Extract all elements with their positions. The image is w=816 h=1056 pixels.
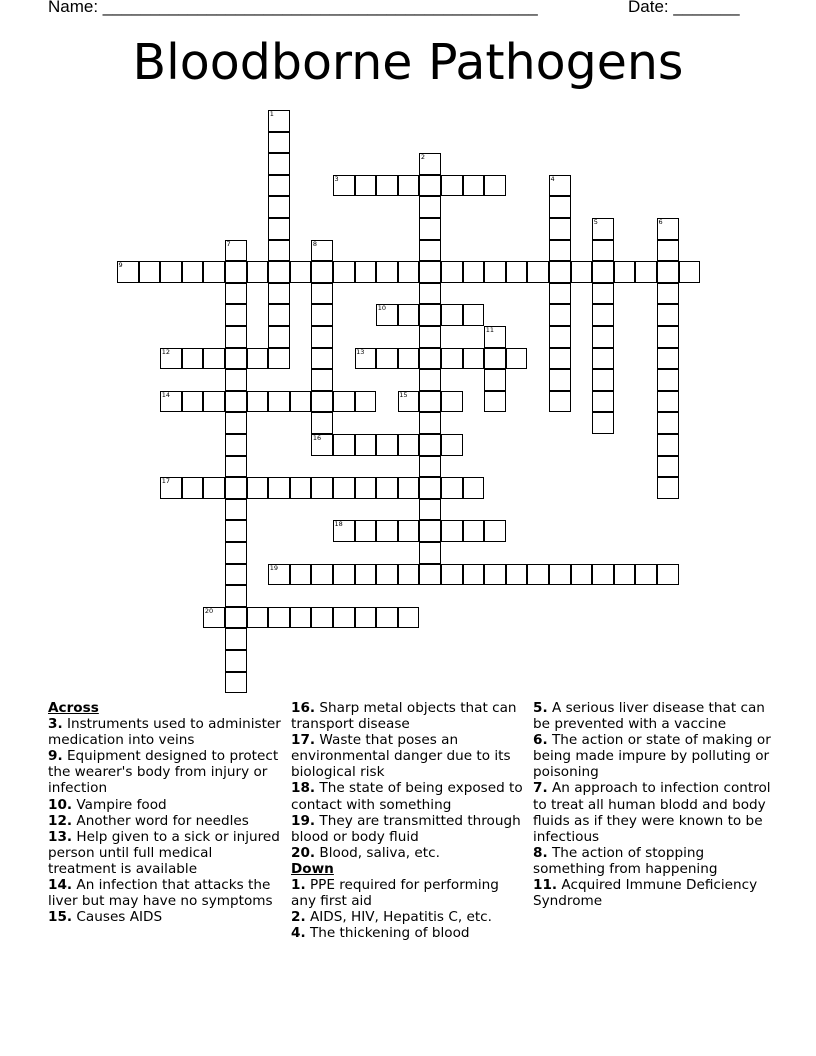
crossword-cell[interactable]	[398, 520, 420, 542]
clue-down-5	[533, 700, 773, 732]
crossword-cell[interactable]	[225, 412, 247, 434]
crossword-cell[interactable]	[203, 391, 225, 413]
crossword-cell[interactable]	[355, 434, 377, 456]
crossword-cell[interactable]	[398, 477, 420, 499]
clue-text: Equipment designed to protect the wearer's body from injury or infection	[48, 748, 279, 797]
crossword-cell[interactable]	[182, 261, 204, 283]
crossword-cell[interactable]	[635, 261, 657, 283]
crossword-cell[interactable]	[268, 391, 290, 413]
crossword-cell[interactable]	[268, 218, 290, 240]
clue-number: 13.	[48, 828, 73, 845]
crossword-cell[interactable]	[549, 564, 571, 586]
crossword-cell[interactable]	[463, 564, 485, 586]
crossword-cell[interactable]	[592, 369, 614, 391]
clue-down-2	[291, 909, 527, 925]
clue-across-15	[48, 909, 284, 925]
crossword-cell[interactable]	[463, 520, 485, 542]
crossword-cell[interactable]	[182, 477, 204, 499]
clue-text: Waste that poses an environmental danger due to its biological risk	[291, 732, 511, 781]
crossword-cell[interactable]	[419, 477, 441, 499]
crossword-cell[interactable]	[419, 304, 441, 326]
crossword-cell[interactable]	[592, 564, 614, 586]
crossword-cell[interactable]	[376, 434, 398, 456]
clue-number-label: 2	[420, 153, 426, 162]
crossword-cell[interactable]	[506, 261, 528, 283]
crossword-cell[interactable]	[247, 348, 269, 370]
crossword-cell[interactable]	[203, 477, 225, 499]
crossword-cell[interactable]	[139, 261, 161, 283]
crossword-cell[interactable]	[355, 564, 377, 586]
down-heading: Down	[291, 860, 334, 877]
crossword-cell[interactable]	[657, 369, 679, 391]
crossword-cell[interactable]	[268, 196, 290, 218]
crossword-cell[interactable]	[463, 175, 485, 197]
clue-number: 12.	[48, 812, 73, 829]
crossword-cell[interactable]	[549, 304, 571, 326]
clue-across-19	[291, 813, 527, 845]
crossword-cell[interactable]	[225, 564, 247, 586]
clue-number: 6.	[533, 732, 548, 749]
crossword-cell[interactable]	[419, 542, 441, 564]
crossword-cell[interactable]	[657, 240, 679, 262]
crossword-cell[interactable]	[333, 607, 355, 629]
crossword-cell[interactable]	[225, 477, 247, 499]
crossword-cell[interactable]	[657, 412, 679, 434]
crossword-cell[interactable]	[398, 564, 420, 586]
crossword-cell[interactable]	[441, 348, 463, 370]
crossword-cell[interactable]	[311, 477, 333, 499]
clue-text: Another word for needles	[76, 812, 249, 829]
crossword-cell[interactable]	[311, 283, 333, 305]
crossword-cell[interactable]	[549, 391, 571, 413]
crossword-cell[interactable]	[657, 348, 679, 370]
crossword-cell[interactable]	[419, 412, 441, 434]
crossword-cell[interactable]	[463, 261, 485, 283]
crossword-cell[interactable]	[484, 520, 506, 542]
crossword-cell[interactable]	[441, 175, 463, 197]
crossword-cell[interactable]	[657, 283, 679, 305]
crossword-cell[interactable]	[225, 348, 247, 370]
crossword-cell[interactable]	[441, 304, 463, 326]
crossword-cell[interactable]	[311, 391, 333, 413]
crossword-cell[interactable]	[592, 348, 614, 370]
crossword-cell[interactable]	[311, 261, 333, 283]
crossword-cell[interactable]	[268, 240, 290, 262]
crossword-cell[interactable]	[441, 564, 463, 586]
crossword-cell[interactable]	[290, 477, 312, 499]
crossword-cell[interactable]	[549, 240, 571, 262]
crossword-cell[interactable]	[398, 261, 420, 283]
crossword-cell[interactable]	[225, 520, 247, 542]
crossword-cell[interactable]	[549, 196, 571, 218]
clue-text: Causes AIDS	[76, 909, 163, 926]
clue-down-7	[533, 780, 773, 844]
crossword-cell[interactable]	[225, 672, 247, 694]
crossword-cell[interactable]	[484, 261, 506, 283]
crossword-cell[interactable]	[592, 304, 614, 326]
crossword-cell[interactable]	[657, 391, 679, 413]
crossword-cell[interactable]	[592, 391, 614, 413]
clue-column-1	[48, 700, 284, 925]
clue-across-18	[291, 780, 527, 812]
crossword-cell[interactable]	[549, 261, 571, 283]
crossword-cell[interactable]	[376, 348, 398, 370]
crossword-cell[interactable]	[311, 348, 333, 370]
crossword-cell[interactable]	[247, 477, 269, 499]
clue-column-2	[291, 700, 527, 941]
clue-across-12	[48, 813, 284, 829]
crossword-cell[interactable]	[268, 283, 290, 305]
clue-number-label: 6	[658, 218, 663, 226]
clue-number: 11.	[533, 877, 558, 894]
crossword-cell[interactable]	[571, 564, 593, 586]
crossword-cell[interactable]	[463, 348, 485, 370]
clue-across-9	[48, 748, 284, 796]
clue-number-label: 15	[399, 390, 408, 399]
crossword-cell[interactable]	[398, 434, 420, 456]
name-field-label: Name: ______________________________________________	[48, 0, 538, 16]
crossword-cell[interactable]	[311, 412, 333, 434]
clue-number: 9.	[48, 748, 63, 765]
crossword-cell[interactable]	[225, 391, 247, 413]
crossword-cell[interactable]	[419, 175, 441, 197]
crossword-cell[interactable]	[592, 240, 614, 262]
crossword-cell[interactable]	[225, 456, 247, 478]
crossword-cell[interactable]	[419, 434, 441, 456]
clue-text: Blood, saliva, etc.	[319, 844, 440, 861]
crossword-cell[interactable]	[268, 326, 290, 348]
crossword-cell[interactable]	[592, 283, 614, 305]
crossword-cell[interactable]	[419, 326, 441, 348]
clue-across-16	[291, 700, 527, 732]
clue-number: 8.	[533, 844, 548, 861]
clue-number-label: 10	[377, 304, 386, 313]
crossword-cell[interactable]	[614, 564, 636, 586]
crossword-cell[interactable]	[376, 261, 398, 283]
crossword-cell[interactable]	[355, 520, 377, 542]
crossword-cell[interactable]	[203, 261, 225, 283]
crossword-cell[interactable]	[290, 261, 312, 283]
crossword-cell[interactable]	[549, 326, 571, 348]
clue-text: Instruments used to administer medication into veins	[48, 716, 281, 749]
crossword-cell[interactable]	[225, 542, 247, 564]
crossword-cell[interactable]	[333, 477, 355, 499]
crossword-cell[interactable]	[679, 261, 701, 283]
crossword-cell[interactable]	[268, 261, 290, 283]
crossword-cell[interactable]	[463, 304, 485, 326]
clue-number-label: 4	[550, 174, 555, 183]
crossword-cell[interactable]	[355, 477, 377, 499]
clue-number: 4.	[291, 925, 306, 942]
clue-text: A serious liver disease that can be prevented with a vaccine	[533, 700, 765, 733]
date-field-label: Date: _______	[628, 0, 740, 16]
clue-text: The state of being exposed to contact with something	[291, 780, 523, 813]
crossword-cell[interactable]	[484, 369, 506, 391]
crossword-cell[interactable]	[311, 607, 333, 629]
crossword-cell[interactable]	[419, 283, 441, 305]
crossword-cell[interactable]	[203, 348, 225, 370]
clue-number: 1.	[291, 877, 306, 894]
clue-text: An infection that attacks the liver but may have no symptoms	[48, 877, 273, 910]
clue-text: Help given to a sick or injured person until full medical treatment is available	[48, 828, 280, 877]
crossword-cell[interactable]	[376, 520, 398, 542]
clue-number-label: 18	[334, 520, 343, 529]
crossword-cell[interactable]	[268, 175, 290, 197]
clue-down-11	[533, 877, 773, 909]
crossword-cell[interactable]	[527, 564, 549, 586]
crossword-cell[interactable]	[247, 607, 269, 629]
crossword-cell[interactable]	[419, 218, 441, 240]
clue-number: 17.	[291, 732, 316, 749]
crossword-cell[interactable]	[506, 348, 528, 370]
clue-number-label: 14	[161, 390, 170, 399]
crossword-cell[interactable]	[355, 175, 377, 197]
crossword-cell[interactable]	[441, 434, 463, 456]
crossword-cell[interactable]	[290, 607, 312, 629]
clue-number: 7.	[533, 780, 548, 797]
crossword-cell[interactable]	[657, 434, 679, 456]
crossword-cell[interactable]	[419, 369, 441, 391]
crossword-cell[interactable]	[225, 585, 247, 607]
crossword-cell[interactable]	[225, 628, 247, 650]
crossword-cell[interactable]	[592, 412, 614, 434]
clue-text: The action or state of making or being made impure by polluting or poisoning	[533, 732, 771, 781]
crossword-cell[interactable]	[463, 477, 485, 499]
clue-number: 3.	[48, 716, 63, 733]
crossword-cell[interactable]	[225, 607, 247, 629]
clue-number: 18.	[291, 780, 316, 797]
clue-across-10	[48, 797, 284, 813]
crossword-cell[interactable]	[225, 369, 247, 391]
crossword-cell[interactable]	[225, 434, 247, 456]
clue-number: 15.	[48, 909, 73, 926]
clue-text: Sharp metal objects that can transport disease	[291, 700, 517, 733]
crossword-cell[interactable]	[657, 326, 679, 348]
crossword-cell[interactable]	[419, 456, 441, 478]
clue-down-8	[533, 845, 773, 877]
crossword-cell[interactable]	[419, 261, 441, 283]
clue-across-17	[291, 732, 527, 780]
crossword-cell[interactable]	[225, 304, 247, 326]
crossword-cell[interactable]	[160, 261, 182, 283]
clue-number: 14.	[48, 877, 73, 894]
crossword-cell[interactable]	[268, 477, 290, 499]
clue-number-label: 11	[485, 326, 494, 334]
crossword-cell[interactable]	[376, 607, 398, 629]
crossword-cell[interactable]	[247, 261, 269, 283]
crossword-cell[interactable]	[225, 499, 247, 521]
crossword-cell[interactable]	[592, 326, 614, 348]
clue-number-label: 5	[593, 218, 598, 226]
crossword-cell[interactable]	[268, 348, 290, 370]
crossword-cell[interactable]	[225, 650, 247, 672]
crossword-cell[interactable]	[182, 391, 204, 413]
crossword-cell[interactable]	[398, 348, 420, 370]
crossword-cell[interactable]	[311, 304, 333, 326]
crossword-cell[interactable]	[657, 564, 679, 586]
clue-down-1	[291, 877, 527, 909]
crossword-cell[interactable]	[441, 477, 463, 499]
crossword-cell[interactable]	[268, 153, 290, 175]
crossword-cell[interactable]	[419, 240, 441, 262]
crossword-cell[interactable]	[311, 564, 333, 586]
crossword-cell[interactable]	[419, 520, 441, 542]
crossword-cell[interactable]	[247, 391, 269, 413]
clue-down-6	[533, 732, 773, 780]
clue-number-label: 9	[118, 261, 123, 270]
crossword-cell[interactable]	[549, 348, 571, 370]
clue-number: 19.	[291, 812, 316, 829]
clue-number: 16.	[291, 700, 316, 716]
crossword-cell[interactable]	[657, 261, 679, 283]
crossword-cell[interactable]	[355, 607, 377, 629]
crossword-cell[interactable]	[398, 607, 420, 629]
clue-across-20	[291, 845, 527, 861]
clue-text: The action of stopping something from happening	[533, 844, 718, 877]
crossword-cell[interactable]	[506, 564, 528, 586]
crossword-cell[interactable]	[571, 261, 593, 283]
crossword-cell[interactable]	[182, 348, 204, 370]
crossword-cell[interactable]	[268, 132, 290, 154]
crossword-cell[interactable]	[290, 564, 312, 586]
crossword-cell[interactable]	[441, 261, 463, 283]
clue-column-3	[533, 700, 773, 909]
crossword-cell[interactable]	[311, 326, 333, 348]
clue-number-label: 20	[204, 606, 214, 615]
clue-number-label: 19	[269, 563, 278, 572]
crossword-cell[interactable]	[398, 175, 420, 197]
crossword-cell[interactable]	[549, 218, 571, 240]
crossword-cell[interactable]	[484, 348, 506, 370]
crossword-cell[interactable]	[333, 261, 355, 283]
clue-number: 10.	[48, 796, 73, 813]
clue-number-label: 17	[161, 477, 170, 486]
clue-number-label: 12	[161, 347, 170, 356]
crossword-cell[interactable]	[419, 391, 441, 413]
crossword-cell[interactable]	[268, 607, 290, 629]
crossword-cell[interactable]	[376, 175, 398, 197]
crossword-cell[interactable]	[592, 261, 614, 283]
clue-number: 20.	[291, 844, 316, 861]
crossword-cell[interactable]	[355, 261, 377, 283]
crossword-cell[interactable]	[441, 391, 463, 413]
crossword-cell[interactable]	[527, 261, 549, 283]
crossword-cell[interactable]	[376, 477, 398, 499]
clue-text: PPE required for performing any first aid	[291, 877, 499, 910]
crossword-cell[interactable]	[419, 499, 441, 521]
crossword-cell[interactable]	[484, 391, 506, 413]
crossword-cell[interactable]	[419, 196, 441, 218]
crossword-cell[interactable]	[398, 304, 420, 326]
crossword-cell[interactable]	[225, 283, 247, 305]
crossword-cell[interactable]	[333, 564, 355, 586]
clue-text: Acquired Immune Deficiency Syndrome	[533, 877, 758, 910]
crossword-cell[interactable]	[549, 283, 571, 305]
crossword-cell[interactable]	[268, 304, 290, 326]
crossword-cell[interactable]	[657, 304, 679, 326]
crossword-cell[interactable]	[311, 369, 333, 391]
crossword-cell[interactable]	[657, 456, 679, 478]
clue-number: 5.	[533, 700, 548, 716]
clue-across-13	[48, 829, 284, 877]
crossword-cell[interactable]	[419, 564, 441, 586]
across-heading: Across	[48, 700, 99, 716]
clue-number-label: 7	[226, 239, 231, 248]
clue-number-label: 3	[334, 174, 339, 183]
crossword-cell[interactable]	[225, 326, 247, 348]
crossword-cell[interactable]	[441, 520, 463, 542]
clue-number-label: 8	[312, 239, 318, 248]
crossword-cell[interactable]	[484, 175, 506, 197]
clue-text: They are transmitted through blood or body fluid	[291, 812, 521, 845]
clue-number-label: 13	[356, 347, 365, 356]
clue-number: 2.	[291, 909, 306, 926]
crossword-cell[interactable]	[290, 391, 312, 413]
clue-text: The thickening of blood	[309, 925, 470, 942]
clue-text: AIDS, HIV, Hepatitis C, etc.	[309, 909, 492, 926]
clue-down-4	[291, 925, 527, 941]
clue-across-14	[48, 877, 284, 909]
crossword-cell[interactable]	[376, 564, 398, 586]
crossword-cell[interactable]	[657, 477, 679, 499]
clue-number-label: 16	[312, 434, 322, 442]
clue-text: An approach to infection control to treat all human blodd and body fluids as if they were known to be infectious	[533, 780, 771, 845]
crossword-cell[interactable]	[549, 369, 571, 391]
crossword-cell[interactable]	[614, 261, 636, 283]
clue-text: Vampire food	[76, 796, 167, 813]
crossword-cell[interactable]	[333, 434, 355, 456]
crossword-cell[interactable]	[419, 348, 441, 370]
crossword-cell[interactable]	[333, 391, 355, 413]
clue-number-label: 1	[269, 110, 274, 118]
crossword-cell[interactable]	[484, 564, 506, 586]
crossword-cell[interactable]	[355, 391, 377, 413]
clue-across-3	[48, 716, 284, 748]
page-title: Bloodborne Pathogens	[132, 34, 684, 91]
crossword-cell[interactable]	[225, 261, 247, 283]
crossword-cell[interactable]	[635, 564, 657, 586]
